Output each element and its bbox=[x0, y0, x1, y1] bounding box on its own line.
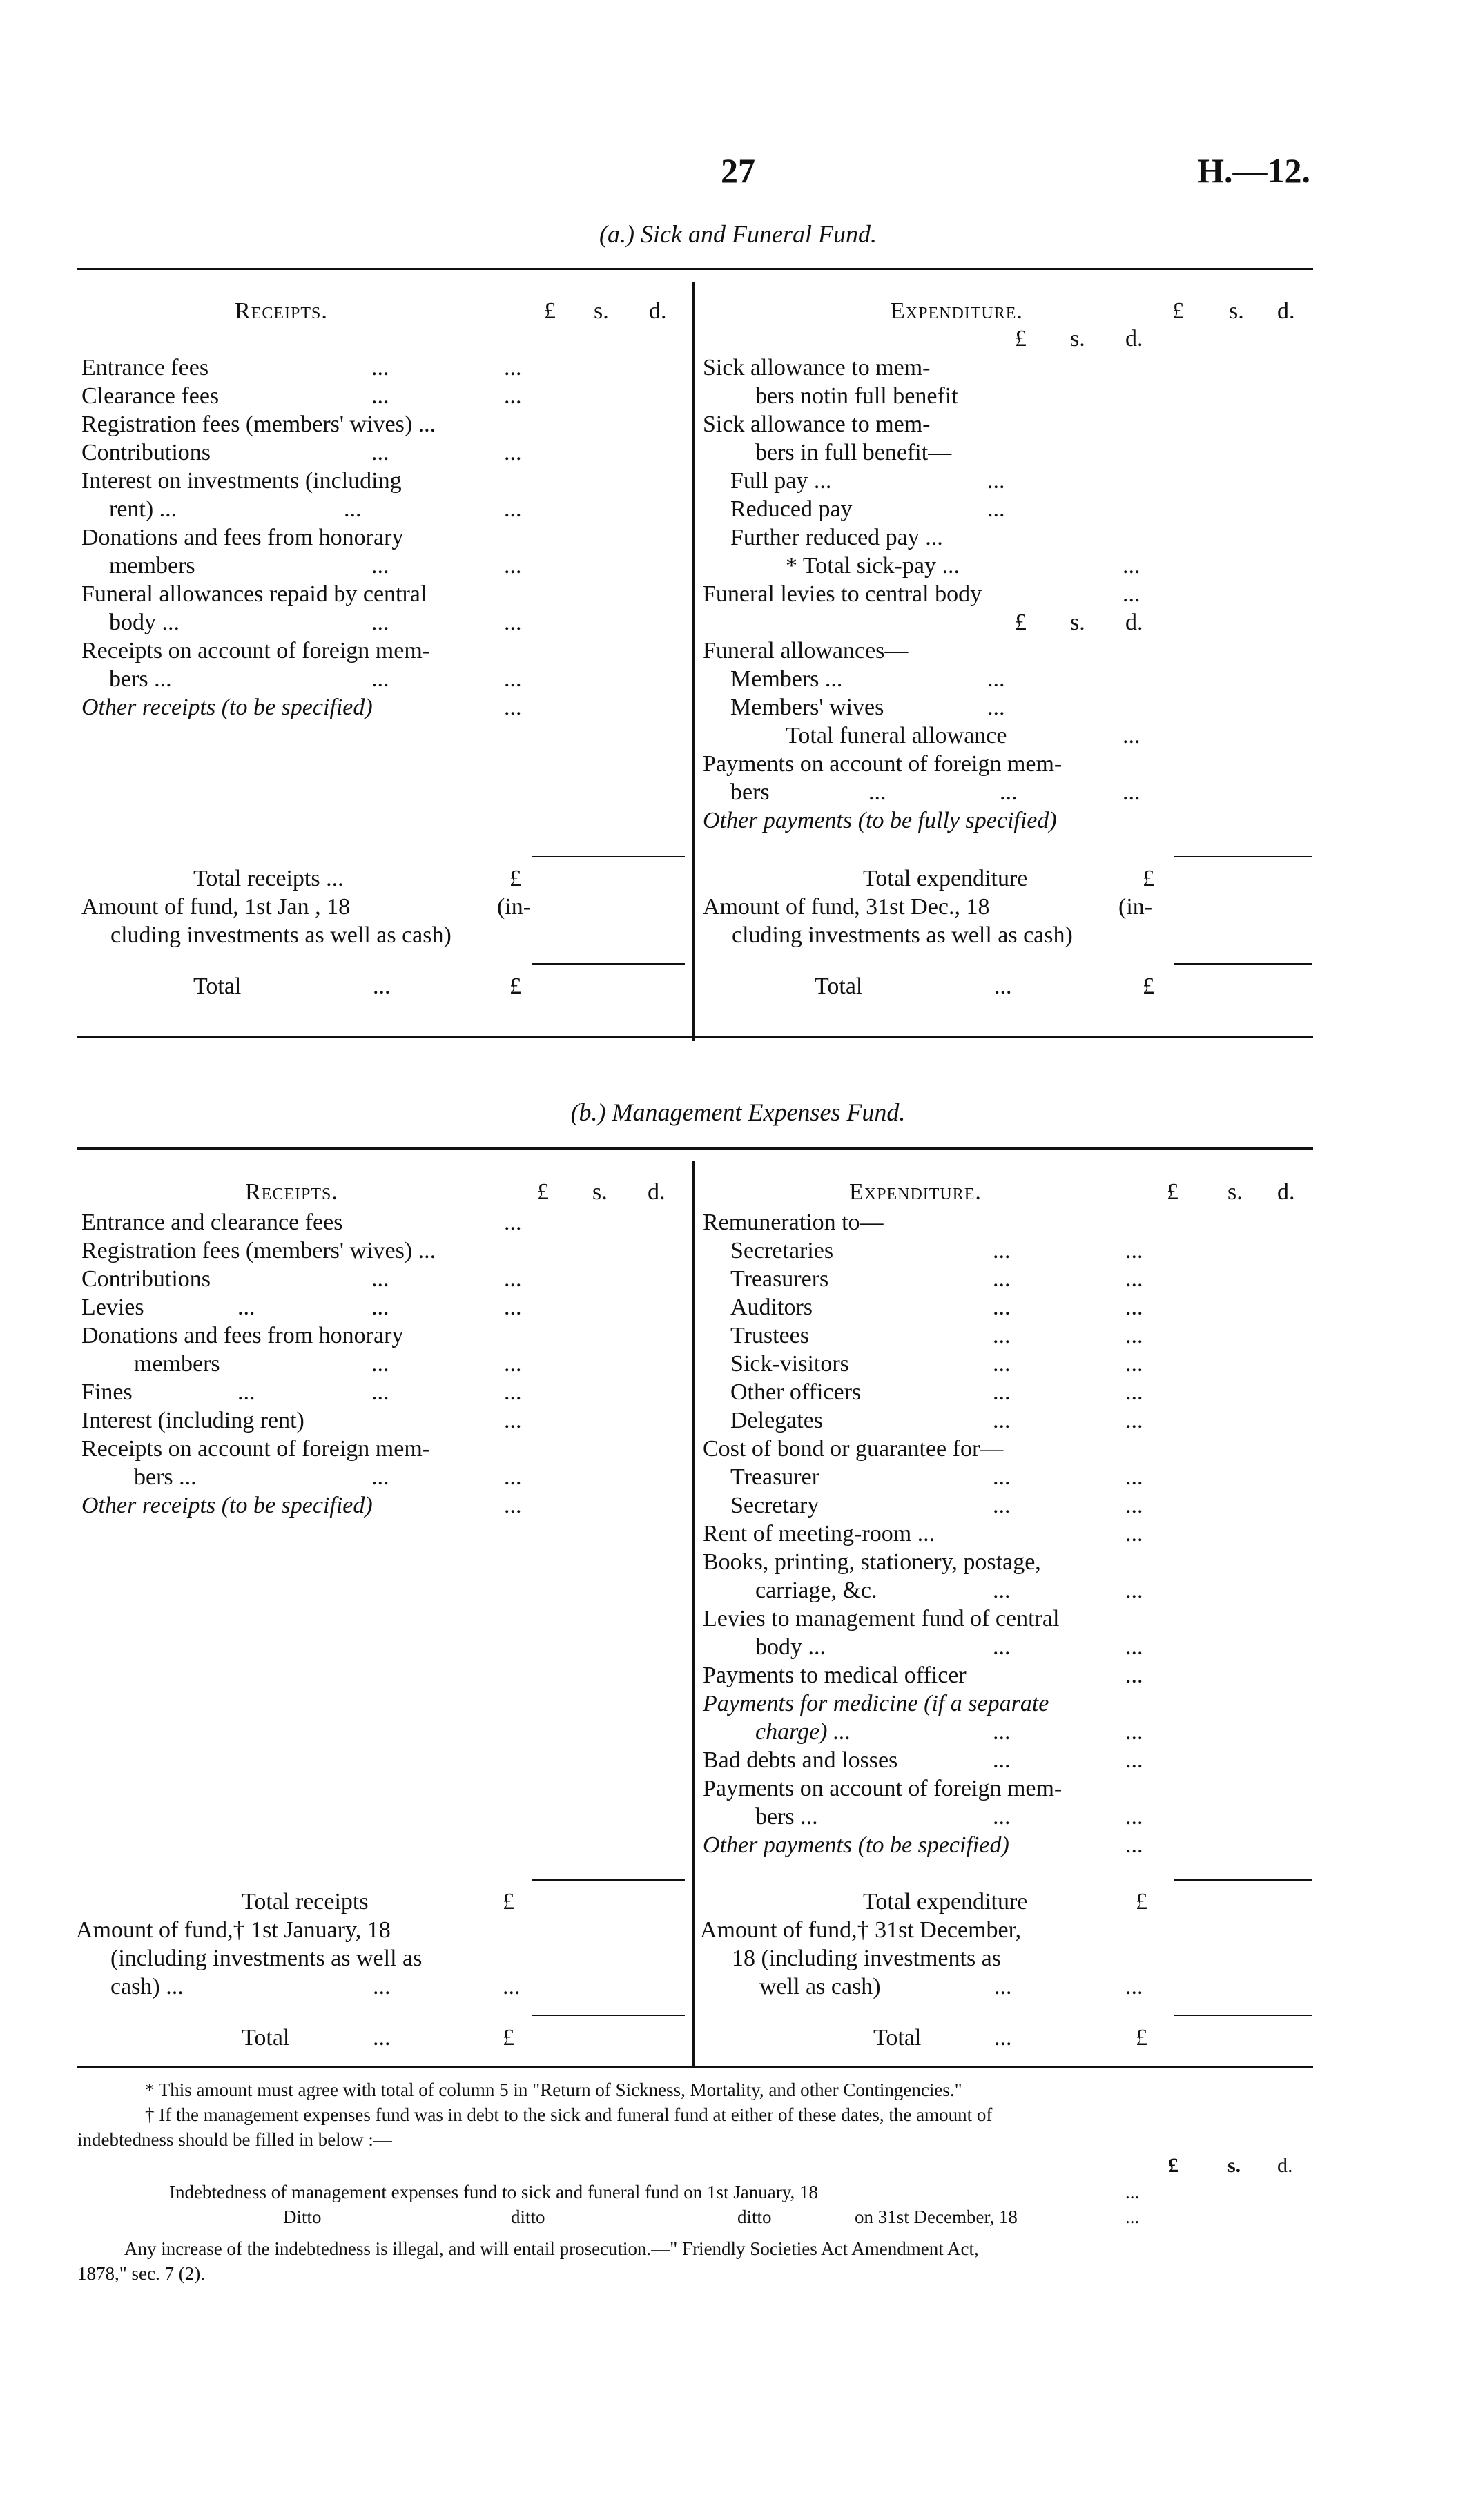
footnote-star: * This amount must agree with total of column 5 in "Return of Sickness, Mortality, and other Contingencies." bbox=[145, 2080, 962, 2100]
list-item: Members' wives ... bbox=[730, 695, 1005, 720]
list-item: Reduced pay ... bbox=[730, 496, 1005, 522]
expenditure-b-fund-line3: well as cash) bbox=[759, 1974, 881, 1999]
footnote-col-d: d. bbox=[1277, 2154, 1293, 2177]
list-item: charge) ... ... ... bbox=[755, 1719, 1143, 1745]
ditto-1: Ditto bbox=[283, 2207, 322, 2227]
list-item: Further reduced pay ... bbox=[730, 525, 943, 550]
expenditure-b-total-rule bbox=[1174, 2015, 1312, 2016]
list-item: body ... ... ... bbox=[755, 1634, 1143, 1660]
list-item: bers notin full benefit bbox=[755, 383, 958, 409]
list-item: Trustees ... ... bbox=[730, 1323, 1143, 1348]
expenditure-a-fund-line2: cluding investments as well as cash) bbox=[732, 922, 1073, 948]
list-item: Clearance fees ... ... bbox=[81, 383, 522, 409]
receipts-a-fund-in: (in- bbox=[497, 894, 532, 920]
receipts-a-subtotal-rule bbox=[532, 856, 685, 857]
list-item: Other officers ... ... bbox=[730, 1379, 1143, 1405]
expenditure-b-fund-dots1: ... bbox=[994, 1974, 1012, 1999]
list-item: Funeral allowances— bbox=[703, 638, 909, 663]
list-item: Sick allowance to mem- bbox=[703, 411, 931, 437]
illegal-notice-line2: 1878," sec. 7 (2). bbox=[77, 2263, 205, 2284]
expenditure-b-fund-dots2: ... bbox=[1125, 1974, 1143, 1999]
receipts-heading-a: Receipts. bbox=[235, 298, 328, 324]
expenditure-b-col-d: d. bbox=[1277, 1179, 1295, 1205]
expenditure-a-list bbox=[703, 353, 1172, 835]
list-item: Payments on account of foreign mem- bbox=[703, 751, 1062, 777]
footnote-col-pound: £ bbox=[1168, 2154, 1178, 2177]
expenditure-a-subtotal-rule bbox=[1174, 856, 1312, 857]
indebtedness-line1-dots: ... bbox=[1125, 2182, 1140, 2202]
list-item: Other receipts (to be specified) ... bbox=[81, 695, 522, 720]
section-a-bottom-rule bbox=[77, 1036, 1313, 1038]
receipts-a-grand-total-label: Total bbox=[193, 973, 242, 999]
footnote-dagger-line1: † If the management expenses fund was in debt to the sick and funeral fund at either of these dates, the amount of bbox=[145, 2104, 993, 2125]
list-item: bers ... ... ... bbox=[109, 666, 522, 692]
list-item: Sick-visitors ... ... bbox=[730, 1351, 1143, 1377]
list-item: Books, printing, stationery, postage, bbox=[703, 1549, 1041, 1575]
list-item: Contributions ... ... bbox=[81, 1266, 522, 1292]
receipts-b-fund-line2: (including investments as well as bbox=[110, 1946, 423, 1971]
receipts-b-fund-line3: cash) ... bbox=[110, 1974, 184, 1999]
receipts-b-total-rule bbox=[532, 2015, 685, 2016]
expenditure-b-col-pound: £ bbox=[1167, 1179, 1178, 1205]
receipts-b-col-s: s. bbox=[592, 1179, 608, 1205]
page-number: 27 bbox=[721, 151, 755, 190]
receipts-b-grand-total-dots: ... bbox=[373, 2025, 391, 2051]
list-item: Remuneration to— bbox=[703, 1210, 884, 1235]
list-item: Members ... ... bbox=[730, 666, 1005, 692]
expenditure-a-fund-in: (in- bbox=[1118, 894, 1153, 920]
list-item: * Total sick-pay ... ... bbox=[786, 553, 1140, 579]
receipts-a-total-rule bbox=[532, 963, 685, 965]
list-item: members ... ... bbox=[109, 553, 522, 579]
indebtedness-line2-dots: ... bbox=[1125, 2207, 1140, 2227]
list-item: Payments to medical officer ... bbox=[703, 1663, 1143, 1688]
list-item: bers ... ... ... bbox=[134, 1464, 522, 1490]
receipts-a-list bbox=[81, 353, 537, 721]
receipts-a-grand-total-pound: £ bbox=[509, 973, 521, 999]
list-item: Entrance and clearance fees ... bbox=[81, 1210, 522, 1235]
list-item: Secretaries ... ... bbox=[730, 1238, 1143, 1263]
expenditure-a-total-pound: £ bbox=[1143, 866, 1154, 891]
list-item: Other payments (to be fully specified) bbox=[703, 808, 1057, 833]
receipts-a-col-s: s. bbox=[594, 298, 609, 324]
expenditure-b-grand-total-pound: £ bbox=[1136, 2025, 1147, 2051]
list-item: carriage, &c. ... ... bbox=[755, 1578, 1143, 1603]
expenditure-a-grand-total-dots: ... bbox=[994, 973, 1012, 999]
receipts-heading-b: Receipts. bbox=[245, 1179, 338, 1205]
list-item: Donations and fees from honorary bbox=[81, 525, 404, 550]
expenditure-b-grand-total-dots: ... bbox=[994, 2025, 1012, 2051]
expenditure-a-subcol-d: d. bbox=[1125, 326, 1143, 351]
receipts-b-col-d: d. bbox=[648, 1179, 666, 1205]
list-item: members ... ... bbox=[134, 1351, 522, 1377]
expenditure-a-col-d: d. bbox=[1277, 298, 1295, 324]
section-a-top-rule bbox=[77, 268, 1313, 270]
footnote-dagger-line2: indebtedness should be filled in below :— bbox=[77, 2129, 392, 2150]
list-item: Other payments (to be specified) ... bbox=[703, 1832, 1143, 1858]
expenditure-heading-a: Expenditure. bbox=[891, 298, 1023, 324]
receipts-a-col-pound: £ bbox=[544, 298, 556, 324]
receipts-b-total-label: Total receipts bbox=[242, 1889, 369, 1915]
receipts-a-total-pound: £ bbox=[509, 866, 521, 891]
receipts-a-fund-line1: Amount of fund, 1st Jan , 18 bbox=[81, 894, 351, 920]
list-item: Total funeral allowance ... bbox=[786, 723, 1140, 748]
ditto-3: ditto bbox=[737, 2207, 772, 2227]
list-item: Rent of meeting-room ... ... bbox=[703, 1521, 1143, 1547]
list-item: Auditors ... ... bbox=[730, 1295, 1143, 1320]
expenditure-b-col-s: s. bbox=[1227, 1179, 1243, 1205]
receipts-b-col-pound: £ bbox=[537, 1179, 549, 1205]
receipts-b-fund-dots2: ... bbox=[503, 1974, 521, 1999]
receipts-b-list bbox=[81, 1208, 537, 1520]
list-item: Funeral allowances repaid by central bbox=[81, 581, 427, 607]
expenditure-a-col-s: s. bbox=[1229, 298, 1244, 324]
list-item: Levies ... ... ... bbox=[81, 1295, 522, 1320]
expenditure-a-subcol-s: s. bbox=[1070, 326, 1085, 351]
list-item: Secretary ... ... bbox=[730, 1493, 1143, 1518]
list-item: Treasurers ... ... bbox=[730, 1266, 1143, 1292]
list-item: Funeral levies to central body ... bbox=[703, 581, 1140, 607]
list-item: Registration fees (members' wives) ... bbox=[81, 411, 436, 437]
indebtedness-line1: Indebtedness of management expenses fund to sick and funeral fund on 1st January, 18 bbox=[169, 2182, 818, 2202]
receipts-b-subtotal-rule bbox=[532, 1879, 685, 1881]
expenditure-b-fund-line2: 18 (including investments as bbox=[732, 1946, 1002, 1971]
expenditure-b-total-label: Total expenditure bbox=[863, 1889, 1028, 1915]
receipts-a-col-d: d. bbox=[649, 298, 667, 324]
list-item: Payments on account of foreign mem- bbox=[703, 1776, 1062, 1801]
list-item: £ s. d. bbox=[1015, 610, 1143, 635]
receipts-b-total-pound: £ bbox=[503, 1889, 514, 1915]
ditto-2: ditto bbox=[511, 2207, 545, 2227]
document-code: H.—12. bbox=[1197, 151, 1310, 190]
section-b-bottom-rule bbox=[77, 2066, 1313, 2068]
expenditure-a-total-label: Total expenditure bbox=[863, 866, 1028, 891]
list-item: Receipts on account of foreign mem- bbox=[81, 638, 431, 663]
list-item: Donations and fees from honorary bbox=[81, 1323, 404, 1348]
receipts-a-grand-total-dots: ... bbox=[373, 973, 391, 999]
list-item: bers ... ... ... bbox=[730, 779, 1140, 805]
receipts-a-total-label: Total receipts ... bbox=[193, 866, 344, 891]
section-a-divider bbox=[692, 282, 695, 1041]
expenditure-a-fund-line1: Amount of fund, 31st Dec., 18 bbox=[703, 894, 990, 920]
list-item: Treasurer ... ... bbox=[730, 1464, 1143, 1490]
section-a-title: (a.) Sick and Funeral Fund. bbox=[599, 220, 877, 248]
list-item: Sick allowance to mem- bbox=[703, 355, 931, 380]
illegal-notice-line1: Any increase of the indebtedness is illegal, and will entail prosecution.—" Friendly Societies Act Amendment Act, bbox=[124, 2238, 979, 2259]
receipts-b-grand-total-pound: £ bbox=[503, 2025, 514, 2051]
expenditure-a-grand-total-label: Total bbox=[815, 973, 863, 999]
receipts-b-grand-total-label: Total bbox=[242, 2025, 290, 2051]
receipts-a-fund-line2: cluding investments as well as cash) bbox=[110, 922, 451, 948]
expenditure-a-col-pound: £ bbox=[1172, 298, 1184, 324]
section-b-title: (b.) Management Expenses Fund. bbox=[570, 1098, 906, 1126]
receipts-b-fund-line1: Amount of fund,† 1st January, 18 bbox=[76, 1917, 391, 1943]
expenditure-a-subcol-pound: £ bbox=[1015, 326, 1027, 351]
expenditure-b-total-pound: £ bbox=[1136, 1889, 1147, 1915]
list-item: Levies to management fund of central bbox=[703, 1606, 1060, 1631]
list-item: Full pay ... ... bbox=[730, 468, 1005, 494]
indebtedness-line2-end: on 31st December, 18 bbox=[855, 2207, 1018, 2227]
expenditure-a-total-rule bbox=[1174, 963, 1312, 965]
expenditure-b-subtotal-rule bbox=[1174, 1879, 1312, 1881]
expenditure-a-grand-total-pound: £ bbox=[1143, 973, 1154, 999]
list-item: Cost of bond or guarantee for— bbox=[703, 1436, 1004, 1462]
list-item: Delegates ... ... bbox=[730, 1408, 1143, 1433]
list-item: Entrance fees ... ... bbox=[81, 355, 522, 380]
list-item: Other receipts (to be specified) ... bbox=[81, 1493, 522, 1518]
expenditure-heading-b: Expenditure. bbox=[849, 1179, 982, 1205]
section-b-divider bbox=[692, 1161, 695, 2066]
list-item: body ... ... ... bbox=[109, 610, 522, 635]
list-item: Interest on investments (including bbox=[81, 468, 402, 494]
list-item: Registration fees (members' wives) ... bbox=[81, 1238, 436, 1263]
receipts-b-fund-dots1: ... bbox=[373, 1974, 391, 1999]
list-item: Payments for medicine (if a separate bbox=[703, 1691, 1049, 1716]
list-item: Receipts on account of foreign mem- bbox=[81, 1436, 431, 1462]
list-item: Interest (including rent) ... bbox=[81, 1408, 522, 1433]
list-item: Fines ... ... ... bbox=[81, 1379, 522, 1405]
list-item: Bad debts and losses ... ... bbox=[703, 1747, 1143, 1773]
list-item: bers ... ... ... bbox=[755, 1804, 1143, 1830]
list-item: Contributions ... ... bbox=[81, 440, 522, 465]
expenditure-b-fund-line1: Amount of fund,† 31st December, bbox=[700, 1917, 1022, 1943]
expenditure-b-grand-total-label: Total bbox=[873, 2025, 922, 2051]
list-item: bers in full benefit— bbox=[755, 440, 952, 465]
list-item: rent) ... ... ... bbox=[109, 496, 522, 522]
footnote-col-s: s. bbox=[1227, 2154, 1241, 2177]
expenditure-b-list bbox=[703, 1208, 1172, 1859]
section-b-top-rule bbox=[77, 1147, 1313, 1150]
